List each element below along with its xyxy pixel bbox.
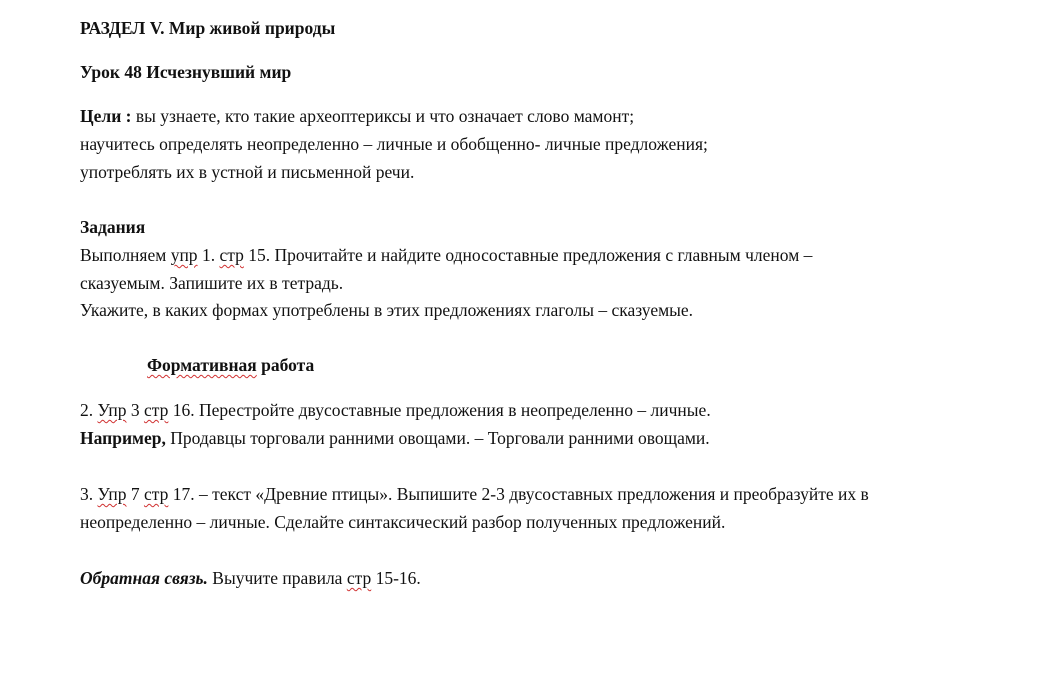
item-2-pre: 2. — [80, 400, 98, 420]
goals-line-2: научитесь определять неопределенно – личные и обобщенно- личные предложения; — [80, 134, 708, 154]
formative-heading — [147, 354, 314, 376]
tasks-line-3: Укажите, в каких формах употреблены в этих предложениях глаголы – сказуемые. — [80, 300, 694, 320]
item-3-line-1 — [80, 483, 869, 505]
section-heading: РАЗДЕЛ V. Мир живой природы — [80, 18, 336, 38]
goals-line-1 — [80, 105, 634, 127]
tasks-text-post: 15. Прочитайте и найдите односоставные предложения с главным членом – — [243, 245, 813, 265]
item-3-line-2: неопределенно – личные. Сделайте синтаксический разбор полученных предложений. — [80, 512, 726, 532]
tasks-title: Задания — [80, 217, 146, 237]
item-3-mid: 7 — [126, 484, 144, 504]
spellcheck-word: Формативная — [147, 355, 257, 375]
spellcheck-word: стр — [346, 568, 372, 588]
example-text: Продавцы торговали ранними овощами. – Торговали ранними овощами. — [165, 428, 710, 448]
spellcheck-word: Упр — [97, 400, 127, 420]
feedback-post: 15-16. — [371, 568, 421, 588]
formative-word-2: работа — [256, 355, 315, 375]
item-3-post: 17. – текст «Древние птицы». Выпишите 2-3 двусоставных предложения и преобразуйте их в — [168, 484, 869, 504]
item-2-example — [80, 427, 710, 449]
feedback-label: Обратная связь. — [80, 568, 208, 588]
tasks-text-pre: Выполняем — [80, 245, 171, 265]
goals-label: Цели : — [80, 106, 132, 126]
example-label: Например, — [80, 428, 166, 448]
goals-text-1: вы узнаете, кто такие археоптериксы и что означает слово мамонт; — [131, 106, 635, 126]
spellcheck-word: Упр — [97, 484, 127, 504]
item-2-mid: 3 — [126, 400, 144, 420]
item-2-line-1 — [80, 399, 711, 421]
item-3-pre: 3. — [80, 484, 98, 504]
feedback-line — [80, 567, 421, 589]
lesson-title: Урок 48 Исчезнувший мир — [80, 62, 292, 82]
feedback-pre: Выучите правила — [207, 568, 347, 588]
spellcheck-word: стр — [143, 484, 169, 504]
tasks-line-1 — [80, 244, 812, 266]
tasks-text-mid: 1. — [197, 245, 220, 265]
tasks-line-2: сказуемым. Запишите их в тетрадь. — [80, 273, 344, 293]
spellcheck-word: стр — [219, 245, 244, 265]
spellcheck-word: стр — [143, 400, 169, 420]
item-2-post: 16. Перестройте двусоставные предложения в неопределенно – личные. — [168, 400, 711, 420]
spellcheck-word: упр — [170, 245, 198, 265]
goals-line-3: употреблять их в устной и письменной речи. — [80, 162, 415, 182]
